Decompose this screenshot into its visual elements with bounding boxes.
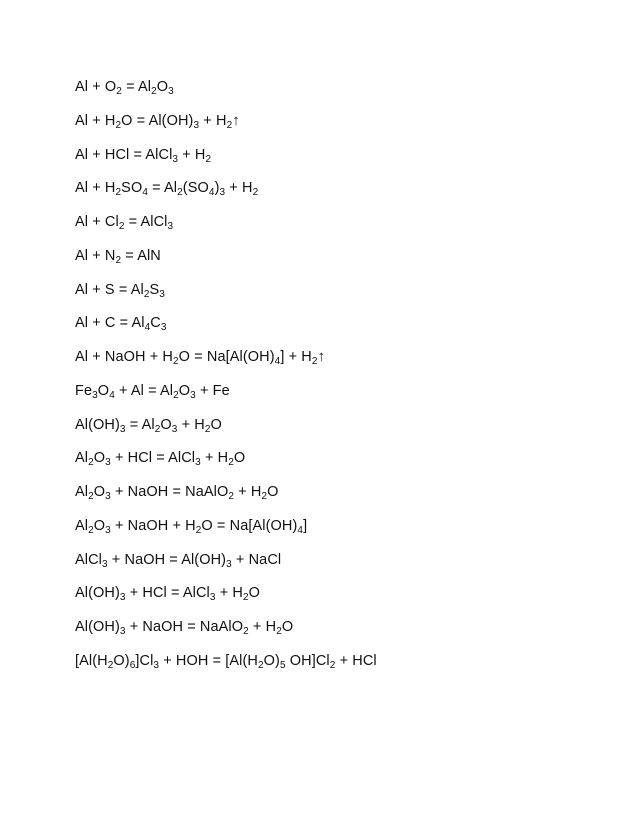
gas-arrow-icon: ↑ (232, 111, 240, 129)
equation-text: ]Cl (135, 652, 154, 669)
equation-text: + H (178, 146, 206, 163)
equation-text: Al(OH) (75, 585, 120, 602)
equation-text: = Al (125, 416, 155, 433)
subscript: 3 (105, 491, 111, 502)
equation-line (75, 481, 377, 515)
subscript: 3 (226, 558, 232, 570)
equation-text: O) (263, 652, 280, 669)
equation-text: Al + NaOH + H (75, 349, 173, 365)
equation-text: Al + O (75, 79, 117, 95)
subscript: 2 (228, 491, 235, 502)
equation-text: Al + N (75, 247, 116, 264)
subscript: 2 (116, 86, 122, 97)
equation-text: Al + H (75, 112, 116, 129)
equation-text: + H (199, 112, 227, 129)
subscript: 3 (171, 423, 178, 435)
equation-line (75, 279, 377, 313)
subscript: 3 (102, 558, 108, 570)
equation-text: + Al = Al (114, 382, 174, 399)
equation-text: Al (75, 450, 89, 467)
equation-text: O (97, 382, 110, 399)
equation-text: OH]Cl (285, 652, 330, 669)
equation-text: = Al (121, 79, 152, 95)
subscript: 2 (276, 626, 282, 637)
equation-text: + NaOH = NaAlO (110, 484, 229, 500)
subscript: 2 (115, 119, 122, 131)
subscript: 3 (209, 592, 216, 604)
subscript: 6 (129, 659, 136, 671)
equation-text: Al(OH) (75, 619, 120, 635)
equation-text: + HCl (335, 652, 377, 669)
equation-text: = AlN (121, 247, 161, 264)
subscript: 4 (142, 187, 148, 199)
equation-text: = AlCl (124, 214, 168, 230)
subscript: 2 (311, 356, 318, 367)
subscript: 2 (205, 153, 212, 165)
subscript: 2 (258, 659, 264, 671)
equation-text: + H (225, 180, 253, 197)
equation-text: AlCl (75, 551, 102, 568)
equation-text: + NaCl (231, 551, 282, 568)
equation-text: + NaOH = Al(OH) (107, 551, 227, 568)
equation-text: O) (113, 652, 130, 669)
subscript: 2 (242, 592, 249, 604)
subscript: 2 (115, 187, 122, 199)
subscript: 2 (261, 491, 268, 502)
subscript: 3 (219, 187, 226, 199)
subscript: 3 (105, 524, 111, 536)
equation-line (75, 211, 377, 245)
equation-text: Al + HCl = AlCl (75, 146, 173, 163)
equation-line (75, 549, 377, 583)
subscript: 2 (173, 389, 179, 401)
equation-text: + H (248, 619, 277, 635)
equation-text: O (93, 450, 106, 467)
equation-text: C (150, 315, 161, 332)
equation-line (75, 414, 377, 448)
subscript: 3 (119, 626, 126, 637)
subscript: 2 (226, 119, 233, 131)
equation-line (75, 76, 377, 110)
equation-text: Al + C = Al (75, 315, 145, 332)
subscript: 3 (193, 119, 200, 131)
equation-text: O (178, 382, 191, 399)
equation-text: O (233, 450, 246, 467)
subscript: 4 (274, 356, 281, 367)
equation-text: + HCl = AlCl (125, 585, 210, 602)
equation-text: + H (200, 450, 229, 467)
subscript: 3 (159, 288, 165, 300)
equation-text: O (156, 79, 169, 95)
subscript: 2 (118, 221, 125, 232)
equation-text: + H (177, 416, 205, 433)
subscript: 3 (160, 322, 167, 334)
subscript: 2 (252, 187, 259, 199)
subscript: 2 (228, 457, 234, 469)
equation-line (75, 616, 377, 650)
equation-text: Fe (75, 382, 93, 399)
equation-text: + HCl = AlCl (110, 450, 196, 467)
equation-text: + NaOH = NaAlO (125, 619, 244, 635)
subscript: 3 (92, 389, 98, 401)
equation-text: Al(OH) (75, 416, 120, 433)
gas-arrow-icon: ↑ (317, 348, 326, 365)
equation-text: O = Al(OH) (121, 112, 194, 129)
equation-text: + Fe (195, 382, 230, 399)
subscript: 3 (190, 389, 196, 401)
subscript: 4 (144, 322, 151, 334)
equation-text: SO (121, 180, 143, 197)
equation-line (75, 447, 377, 481)
subscript: 3 (172, 153, 179, 165)
equation-text: Al + H (75, 180, 116, 197)
equation-line (75, 650, 377, 684)
subscript: 4 (208, 187, 215, 199)
equation-line (75, 582, 377, 616)
subscript: 2 (115, 254, 122, 266)
equation-text: + NaOH + H (110, 517, 196, 534)
subscript: 2 (88, 457, 94, 469)
subscript: 2 (173, 356, 179, 367)
subscript: 2 (88, 491, 94, 502)
equation-text: O (210, 416, 222, 433)
subscript: 5 (279, 659, 286, 671)
equation-text: S (149, 281, 160, 298)
equation-text: O (281, 619, 294, 635)
equation-line (75, 312, 377, 346)
equation-line (75, 177, 377, 211)
equation-text: ] (303, 517, 308, 534)
equation-text: [Al(H (75, 652, 108, 669)
subscript: 2 (107, 659, 114, 671)
equation-line (75, 245, 377, 279)
equation-text: O = Na[Al(OH) (178, 349, 275, 365)
equation-text: (SO (182, 180, 209, 197)
subscript: 3 (195, 457, 201, 469)
equation-text: O = Na[Al(OH) (201, 517, 298, 534)
equation-text: = Al (148, 180, 178, 197)
equation-text: Al (75, 517, 89, 534)
equation-text: + HOH = [Al(H (159, 652, 258, 669)
equation-list (75, 76, 377, 684)
equation-line (75, 515, 377, 549)
subscript: 2 (154, 423, 161, 435)
subscript: 2 (177, 187, 183, 199)
equation-text: O (93, 517, 106, 534)
subscript: 2 (195, 524, 202, 536)
equation-text: O (267, 484, 279, 500)
subscript: 3 (105, 457, 111, 469)
equation-text: O (93, 484, 106, 500)
subscript: 4 (109, 389, 115, 401)
equation-text: + H (234, 484, 262, 500)
subscript: 3 (119, 423, 126, 435)
subscript: 3 (168, 86, 174, 97)
subscript: 3 (167, 221, 174, 232)
subscript: 2 (243, 626, 249, 637)
subscript: 3 (153, 659, 160, 671)
subscript: 2 (151, 86, 157, 97)
equation-line (75, 144, 377, 178)
equation-text: Al + Cl (75, 214, 119, 230)
subscript: 4 (297, 524, 304, 536)
subscript: 2 (329, 659, 336, 671)
equation-text: Al + S = Al (75, 281, 144, 298)
subscript: 2 (88, 524, 94, 536)
equation-text: + H (215, 585, 243, 602)
equation-line (75, 380, 377, 414)
equation-text: O (248, 585, 261, 602)
subscript: 2 (204, 423, 211, 435)
equation-line (75, 346, 377, 380)
equation-text: Al (75, 484, 89, 500)
equation-text: ) (214, 180, 220, 197)
subscript: 2 (143, 288, 150, 300)
equation-text: ] + H (280, 349, 312, 365)
equation-line (75, 110, 377, 144)
equation-text: O (160, 416, 172, 433)
subscript: 3 (119, 592, 126, 604)
